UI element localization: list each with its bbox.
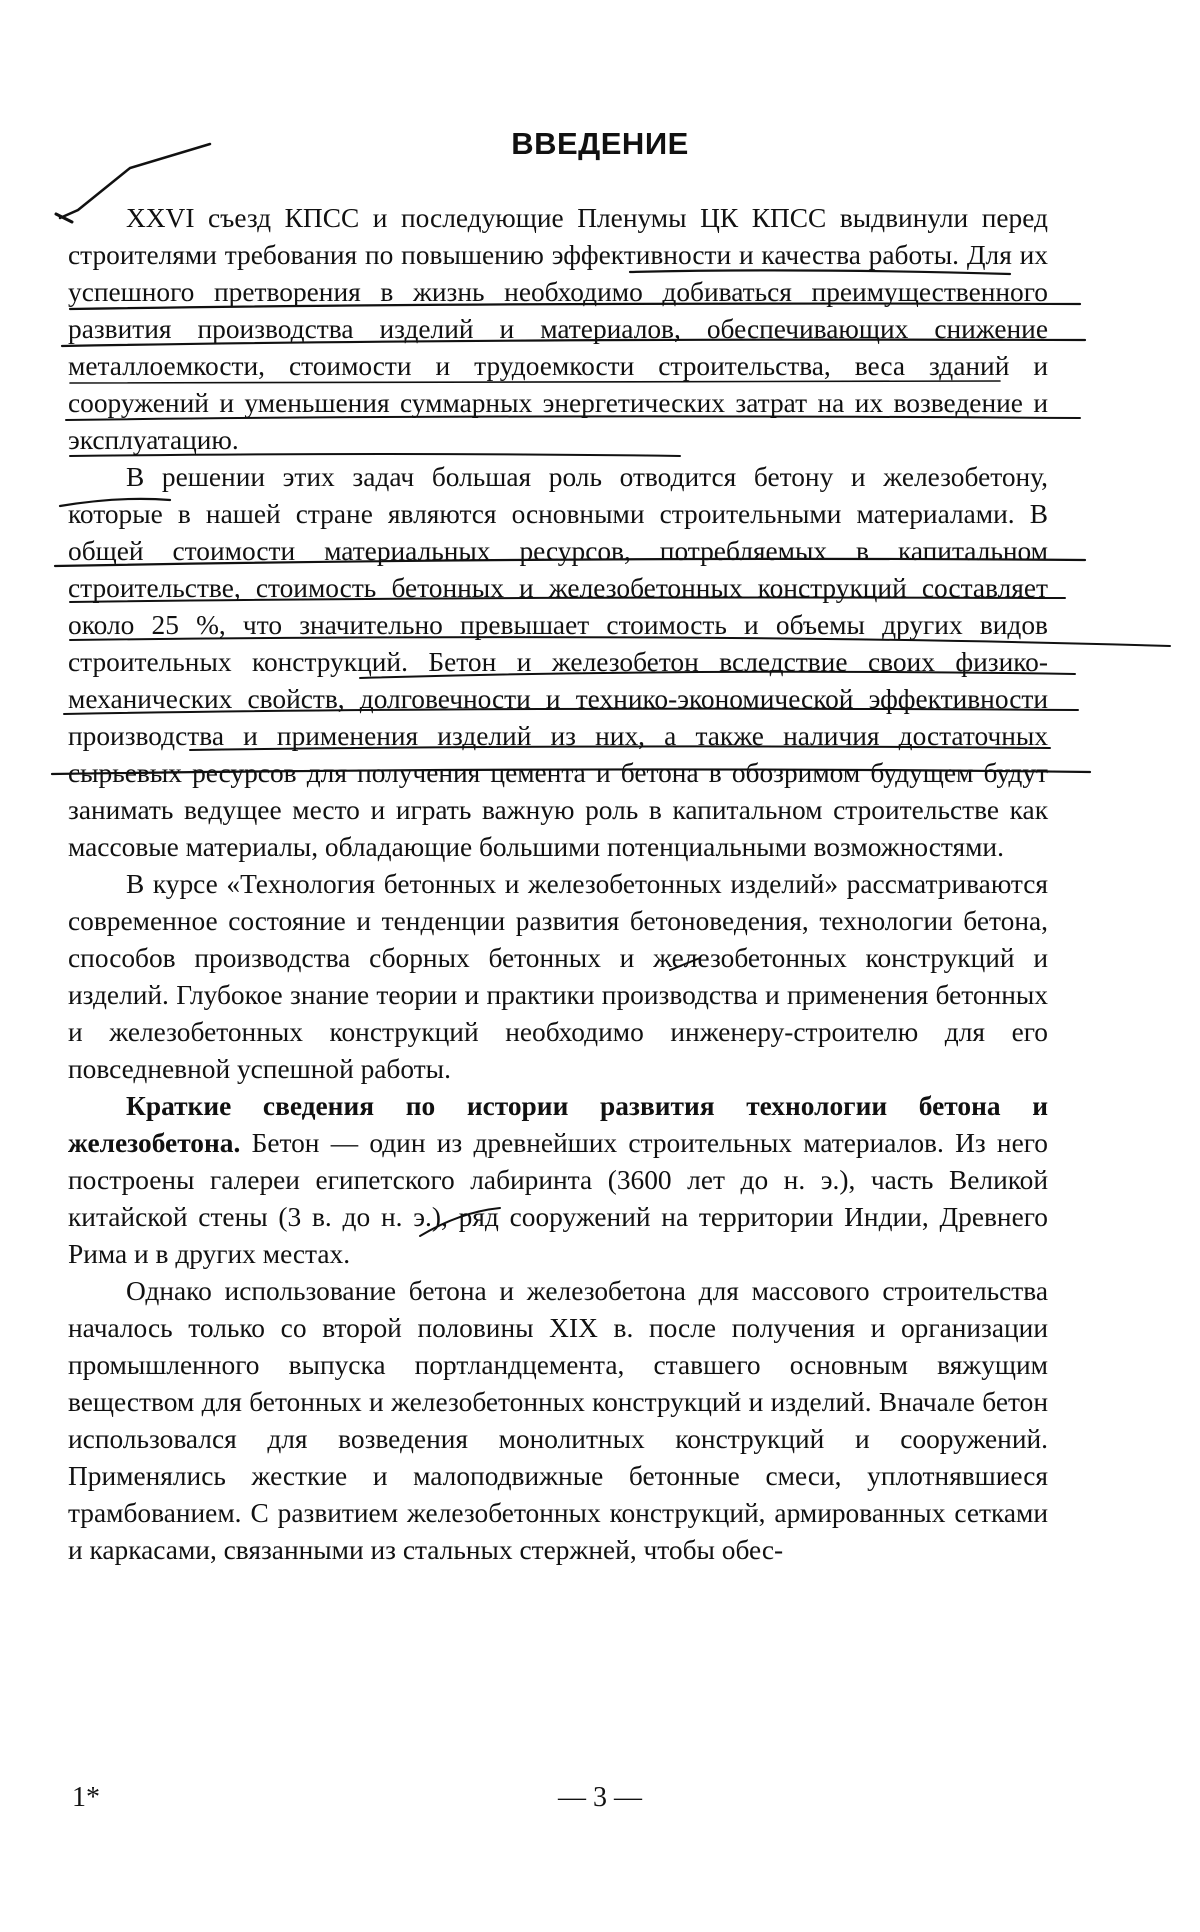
signature-mark: 1* (72, 1782, 100, 1813)
page-heading: ВВЕДЕНИЕ (511, 126, 689, 161)
paragraph-last: Однако использование бетона и железобетона для массового строительства началось только со второй половины XIX в. после получения и организации промышленного выпуска портландцемента, ставшего основным вяжущим веществом для бетонных и железобетонных конструкций и изделий. Вначале бетон использовался для возведения монолитных конструкций и сооружений. Применялись жесткие и малоподвижные бетонные смеси, уплотнявшиеся трамбованием. С развитием железобетонных конструкций, армированных сетками и каркасами, связанными из стальных стержней, чтобы обес- (68, 1276, 1048, 1565)
page-body (68, 200, 1048, 1569)
paragraph-1: XXVI съезд КПСС и последующие Пленумы ЦК КПСС выдвинули перед строителями требования по повышению эффективности и качества работы. Для их успешного претворения в жизнь необходимо добиваться преимущественного развития производства изделий и материалов, обеспечивающих снижение металлоемкости, стоимости и трудоемкости строительства, веса зданий и сооружений и уменьшения суммарных энергетических затрат на их возведение и эксплуатацию. (68, 203, 1048, 455)
paragraph-history (68, 1088, 1048, 1273)
history-lead: Краткие сведения по истории развития технологии бетона и железобетона. (68, 1091, 1048, 1158)
history-text: Бетон — один из древнейших строительных материалов. Из него построены галереи египетского лабиринта (3600 лет до н. э.), часть Великой китайской стены (3 в. до н. э.), ряд сооружений на территории Индии, Древнего Рима и в других местах. (68, 1128, 1048, 1269)
page-number: — 3 — (558, 1782, 642, 1813)
paragraph-3: В курсе «Технология бетонных и железобетонных изделий» рассматриваются современное состояние и тенденции развития бетоноведения, технологии бетона, способов производства сборных бетонных и железобетонных конструкций и изделий. Глубокое знание теории и практики производства и применения бетонных и железобетонных конструкций необходимо инженеру-строителю для его повседневной успешной работы. (68, 869, 1048, 1084)
paragraph-2: В решении этих задач большая роль отводится бетону и железобетону, которые в нашей стране являются основными строительными материалами. В общей стоимости материальных ресурсов, потребляемых в капитальном строительстве, стоимость бетонных и железобетонных конструкций составляет около 25 %, что значительно превышает стоимость и объемы других видов строительных конструкций. Бетон и железобетон вследствие своих физико-механических свойств, долговечности и технико-экономической эффективности производства и применения изделий из них, а также наличия достаточных сырьевых ресурсов для получения цемента и бетона в обозримом будущем будут занимать ведущее место и играть важную роль в капитальном строительстве как массовые материалы, обладающие большими потенциальными возможностями. (68, 462, 1048, 862)
